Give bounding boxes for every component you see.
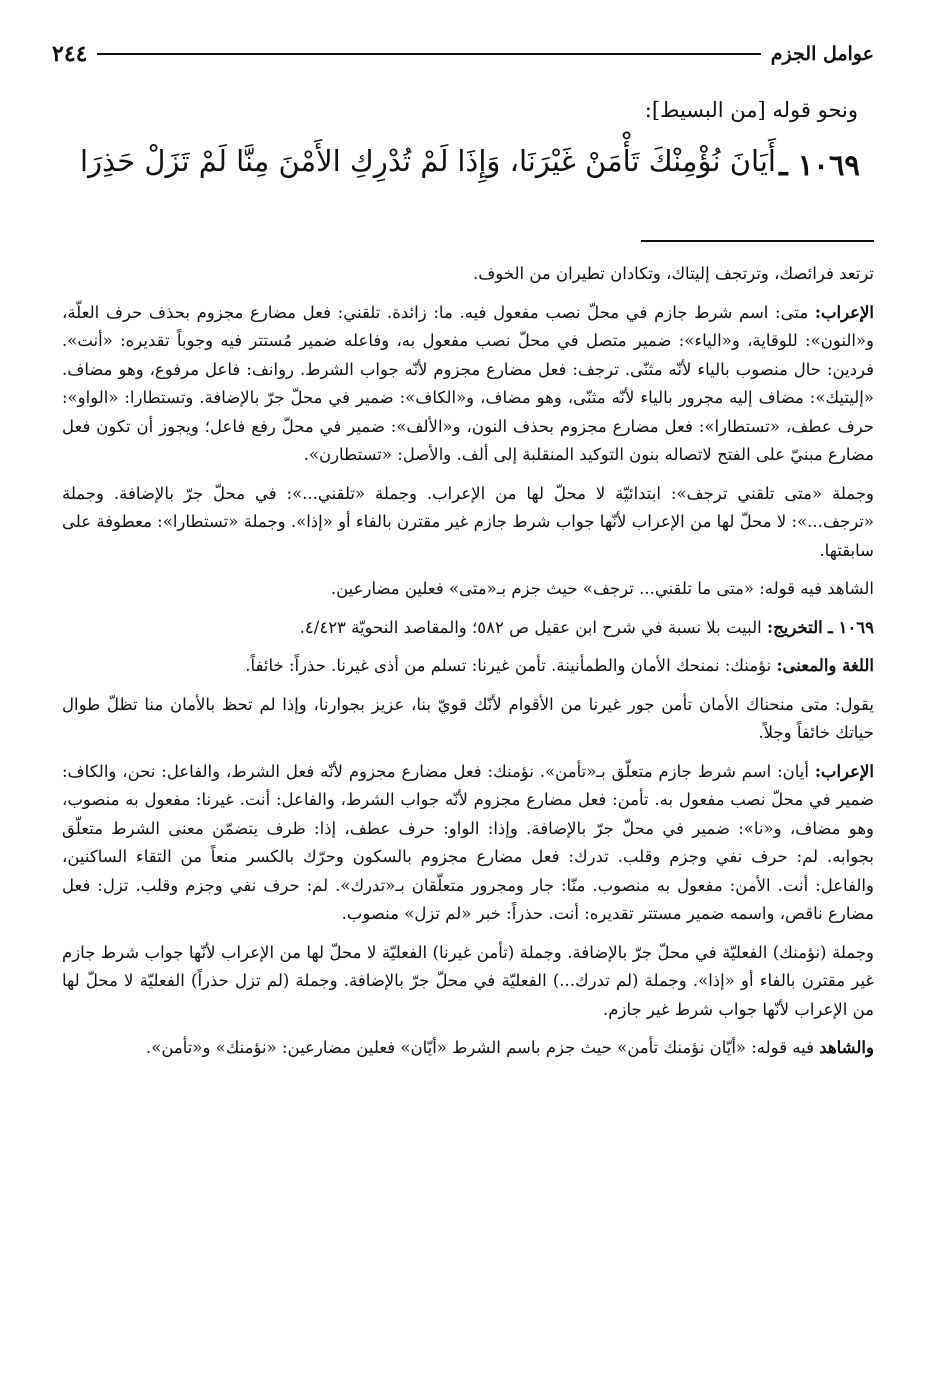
verse-number: ١٠٦٩ ـ	[779, 148, 860, 182]
note-paragraph: يقول: متى منحناك الأمان تأمن جور غيرنا من الأقوام لأنّك قويّ بنا، عزيز بجوارنا، وإذا لم تحظ بالأمان منا تظلّ طوال حياتك خائفاً وجلاً.	[62, 694, 874, 742]
note-paragraph: وجملة «متى تلقني ترجف»: ابتدائيّة لا محلّ لها من الإعراب. وجملة «تلقني...»: في محلّ جرّ بالإضافة. وجملة «ترجف...»: لا محلّ لها من الإعراب لأنّها جواب شرط جازم غير مقترن بالفاء أو «إذا». وجملة «تستطارا»: معطوفة على سابقتها.	[62, 483, 874, 560]
note-paragraph: الإعراب: أيان: اسم شرط جازم متعلّق بـ«تأمن». نؤمنك: فعل مضارع مجزوم لأنّه فعل الشرط، والفاعل: نحن، والكاف: ضمير في محلّ نصب مفعول به. تأمن: فعل مضارع مجزوم لأنّه جواب الشرط، والفاعل: أنت. غيرنا: مفعول به منصوب، وهو مضاف، و«نا»: ضمير في محلّ جرّ بالإضافة. وإذا: الواو: حرف عطف، إذا: ظرف يتضمّن معنى الشرط متعلّق بجوابه. لم: حرف نفي وجزم وقلب. تدرك: فعل مضارع مجزوم بالسكون وحرّك بالكسر منعاً من التقاء الساكنين، والفاعل: أنت. الأمن: مفعول به منصوب. منّا: جار ومجرور متعلّقان بـ«تدرك». لم: حرف نفي وجزم وقلب. تزل: فعل مضارع ناقص، واسمه ضمير مستتر تقديره: أنت. حذراً: خبر «لم تزل» منصوب.	[62, 761, 874, 923]
note-paragraph: والشاهد فيه قوله: «أيّان نؤمنك تأمن» حيث جزم باسم الشرط «أيّان» فعلين مضارعين: «نؤمنك» و«تأمن».	[146, 1038, 874, 1057]
poetry-verse	[80, 140, 860, 200]
footnotes	[62, 260, 874, 1073]
note-paragraph: ١٠٦٩ ـ التخريج: البيت بلا نسبة في شرح ابن عقيل ص ٥٨٢؛ والمقاصد النحويّة ٤/٤٢٣.	[299, 617, 874, 637]
note-paragraph: الشاهد فيه قوله: «متى ما تلقني... ترجف» حيث جزم بـ«متى» فعلين مضارعين.	[330, 579, 874, 598]
verse-first-hemistich: أَيَانَ نُؤْمِنْكَ تَأْمَنْ غَيْرَنَا، وَإِذَا	[457, 144, 776, 178]
running-title: عوامل الجزم	[770, 43, 874, 65]
header-rule	[97, 53, 760, 55]
note-paragraph: ترتعد فرائصك، وترتجف إليتاك، وتكادان تطيران من الخوف.	[472, 264, 874, 283]
note-paragraph: الإعراب: متى: اسم شرط جازم في محلّ نصب مفعول فيه. ما: زائدة. تلقني: فعل مضارع مجزوم بحذف حرف العلّة، و«النون»: للوقاية، و«الياء»: ضمير متصل في محلّ نصب مفعول به، وفاعله ضمير مُستتر فيه وجوباً تقديره: «أنت». فردين: حال منصوب بالياء لأنّه مثنّى. ترجف: فعل مضارع مجزوم لأنّه جواب الشرط. روانف: فاعل مرفوع، وهو مضاف. «إليتيك»: مضاف إليه مجرور بالياء لأنّه مثنّى، وهو مضاف، و«الكاف»: ضمير في محلّ جرّ بالإضافة. وتستطارا: «الواو»: حرف عطف، «تستطارا»: فعل مضارع مجزوم بحذف النون، و«الألف»: ضمير في محلّ رفع فاعل؛ ويجوز أن تكون فعل مضارع مبنيّ على الفتح لاتصاله بنون التوكيد المنقلبة إلى ألف. والأصل: «تستطارن».	[62, 302, 875, 464]
page-number: ٢٤٤	[52, 41, 88, 67]
note-paragraph: اللغة والمعنى: نؤمنك: نمنحك الأمان والطمأنينة. تأمن غيرنا: تسلم من أذى غيرنا. حذراً: خائفاً.	[245, 656, 874, 675]
verse-second-hemistich: لَمْ تُدْرِكِ الأَمْنَ مِنَّا لَمْ تَزَلْ حَذِرَا	[80, 144, 449, 178]
verse-intro: ونحو قوله [من البسيط]:	[644, 98, 858, 122]
note-paragraph: وجملة (نؤمنك) الفعليّة في محلّ جرّ بالإضافة. وجملة (تأمن غيرنا) الفعليّة لا محلّ لها من الإعراب لأنّها جواب شرط جازم غير مقترن بالفاء أو «إذا». وجملة (لم تدرك...) الفعليّة في محلّ جرّ بالإضافة. وجملة (لم تزل حذراً) الفعليّة لا محلّ لها من الإعراب لأنّها جواب شرط غير جازم.	[62, 942, 874, 1019]
page-header	[52, 36, 874, 72]
footnote-separator	[641, 240, 874, 242]
